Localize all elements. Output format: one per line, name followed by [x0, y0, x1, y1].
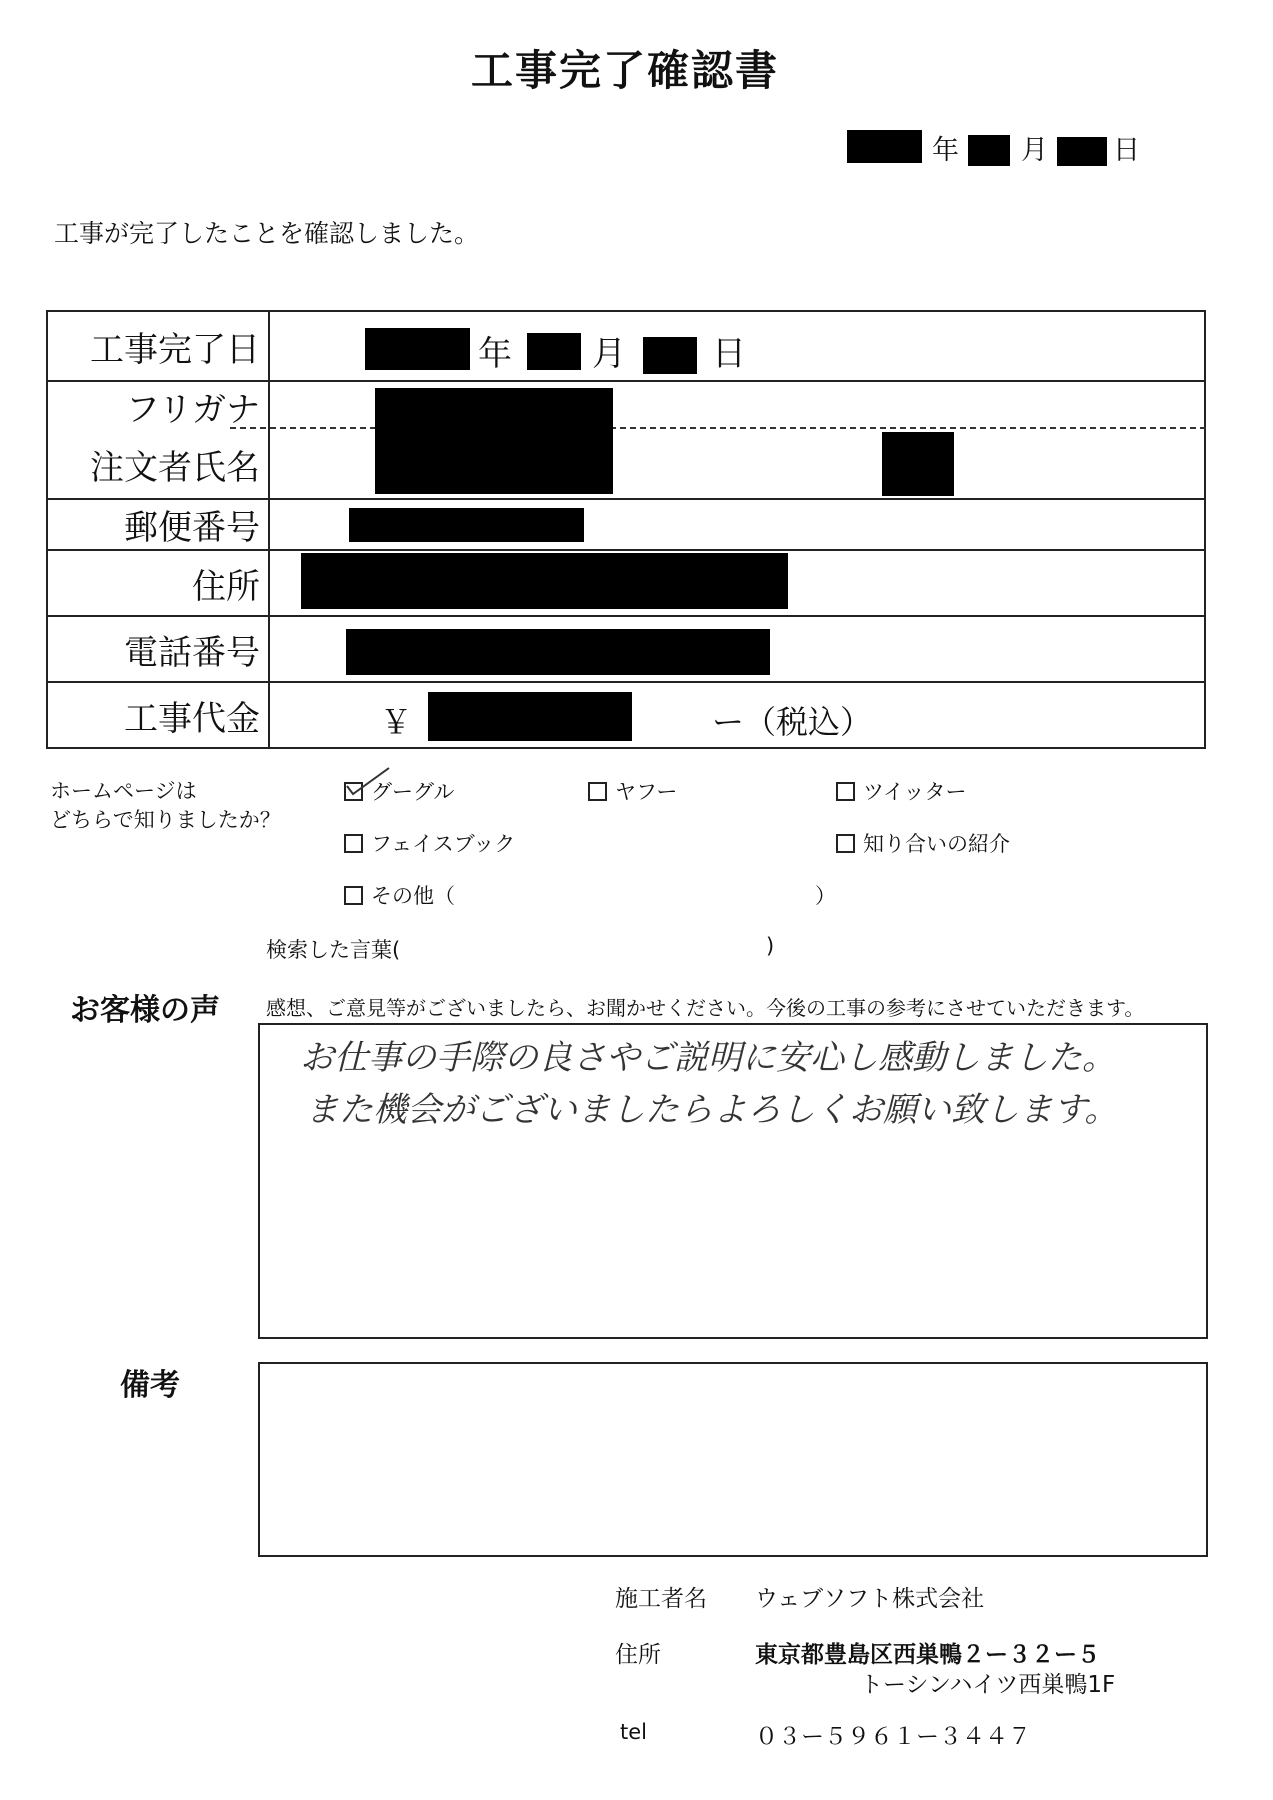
checkbox-friend[interactable] — [836, 834, 855, 853]
voice-handwritten-line1: お仕事の手際の良さやご説明に安心し感動しました。 — [300, 1038, 1116, 1078]
intro-text: 工事が完了したことを確認しました。 — [54, 219, 480, 248]
completion-year-unit: 年 — [478, 334, 512, 374]
option-other-label: その他（ — [371, 884, 455, 908]
checkbox-facebook[interactable] — [344, 834, 363, 853]
contractor-address-line2: トーシンハイツ西巣鴨1F — [860, 1672, 1116, 1698]
redacted-completion-year — [365, 328, 470, 370]
redacted-phone — [346, 629, 770, 675]
completion-day-unit: 日 — [712, 334, 746, 374]
survey-question-line2: どちらで知りましたか？ — [50, 808, 281, 832]
contractor-name: ウェブソフト株式会社 — [755, 1586, 985, 1612]
contractor-tel-label: tel — [620, 1720, 647, 1744]
option-other[interactable] — [344, 880, 455, 910]
checkbox-twitter[interactable] — [836, 782, 855, 801]
price-suffix: ー（税込） — [712, 703, 873, 741]
redacted-month — [968, 135, 1010, 166]
option-other-close: ） — [815, 884, 836, 908]
survey-question-line1: ホームページは — [50, 779, 197, 803]
redacted-price — [428, 692, 632, 741]
option-yahoo[interactable] — [588, 776, 677, 806]
contractor-address-line1: 東京都豊島区西巣鴨２ー３２ー５ — [755, 1642, 1100, 1668]
search-words-label: 検索した言葉( — [266, 938, 401, 962]
checkmark-icon — [345, 770, 375, 798]
contractor-name-label: 施工者名 — [615, 1586, 707, 1612]
customer-info-table — [46, 310, 1206, 749]
phone-label: 電話番号 — [47, 616, 269, 682]
year-label: 年 — [932, 135, 959, 166]
document-title: 工事完了確認書 — [470, 46, 779, 95]
redacted-year — [847, 130, 922, 163]
redacted-name-suffix — [882, 432, 954, 496]
survey-question — [50, 777, 281, 835]
redacted-name — [375, 388, 613, 494]
redacted-postal — [349, 508, 584, 542]
completion-date-label: 工事完了日 — [47, 311, 269, 381]
furigana-label: フリガナ — [47, 381, 269, 431]
postal-label: 郵便番号 — [47, 499, 269, 550]
price-label: 工事代金 — [47, 682, 269, 748]
redacted-completion-day — [643, 337, 697, 374]
name-label: 注文者氏名 — [47, 431, 269, 499]
completion-month-unit: 月 — [592, 334, 626, 374]
voice-prompt: 感想、ご意見等がございましたら、お聞かせください。今後の工事の参考にさせていただきます。 — [266, 996, 1145, 1020]
redacted-day — [1057, 137, 1107, 166]
redacted-completion-month — [527, 333, 581, 370]
voice-title: お客様の声 — [70, 993, 220, 1028]
option-facebook[interactable] — [344, 828, 515, 858]
checkbox-google[interactable] — [344, 782, 363, 801]
day-label: 日 — [1113, 135, 1140, 166]
checkbox-yahoo[interactable] — [588, 782, 607, 801]
search-words-close: ) — [766, 934, 775, 958]
option-friend[interactable] — [836, 828, 1010, 858]
month-label: 月 — [1021, 135, 1048, 166]
option-yahoo-label: ヤフー — [615, 780, 678, 804]
voice-handwritten-line2: また機会がございましたらよろしくお願い致します。 — [305, 1090, 1119, 1130]
option-facebook-label: フェイスブック — [371, 832, 516, 856]
notes-title: 備考 — [120, 1368, 180, 1403]
redacted-address — [301, 553, 788, 609]
address-label: 住所 — [47, 550, 269, 616]
contractor-tel: ０３ー５９６１ー３４４７ — [755, 1724, 1031, 1750]
option-google-label: グーグル — [371, 780, 455, 804]
yen-symbol: ￥ — [380, 703, 413, 741]
option-google[interactable] — [344, 776, 454, 806]
option-twitter[interactable] — [836, 776, 967, 806]
notes-box[interactable] — [258, 1362, 1208, 1557]
option-friend-label: 知り合いの紹介 — [863, 832, 1010, 856]
contractor-address-label: 住所 — [615, 1642, 661, 1668]
option-twitter-label: ツイッター — [863, 780, 967, 804]
checkbox-other[interactable] — [344, 886, 363, 905]
